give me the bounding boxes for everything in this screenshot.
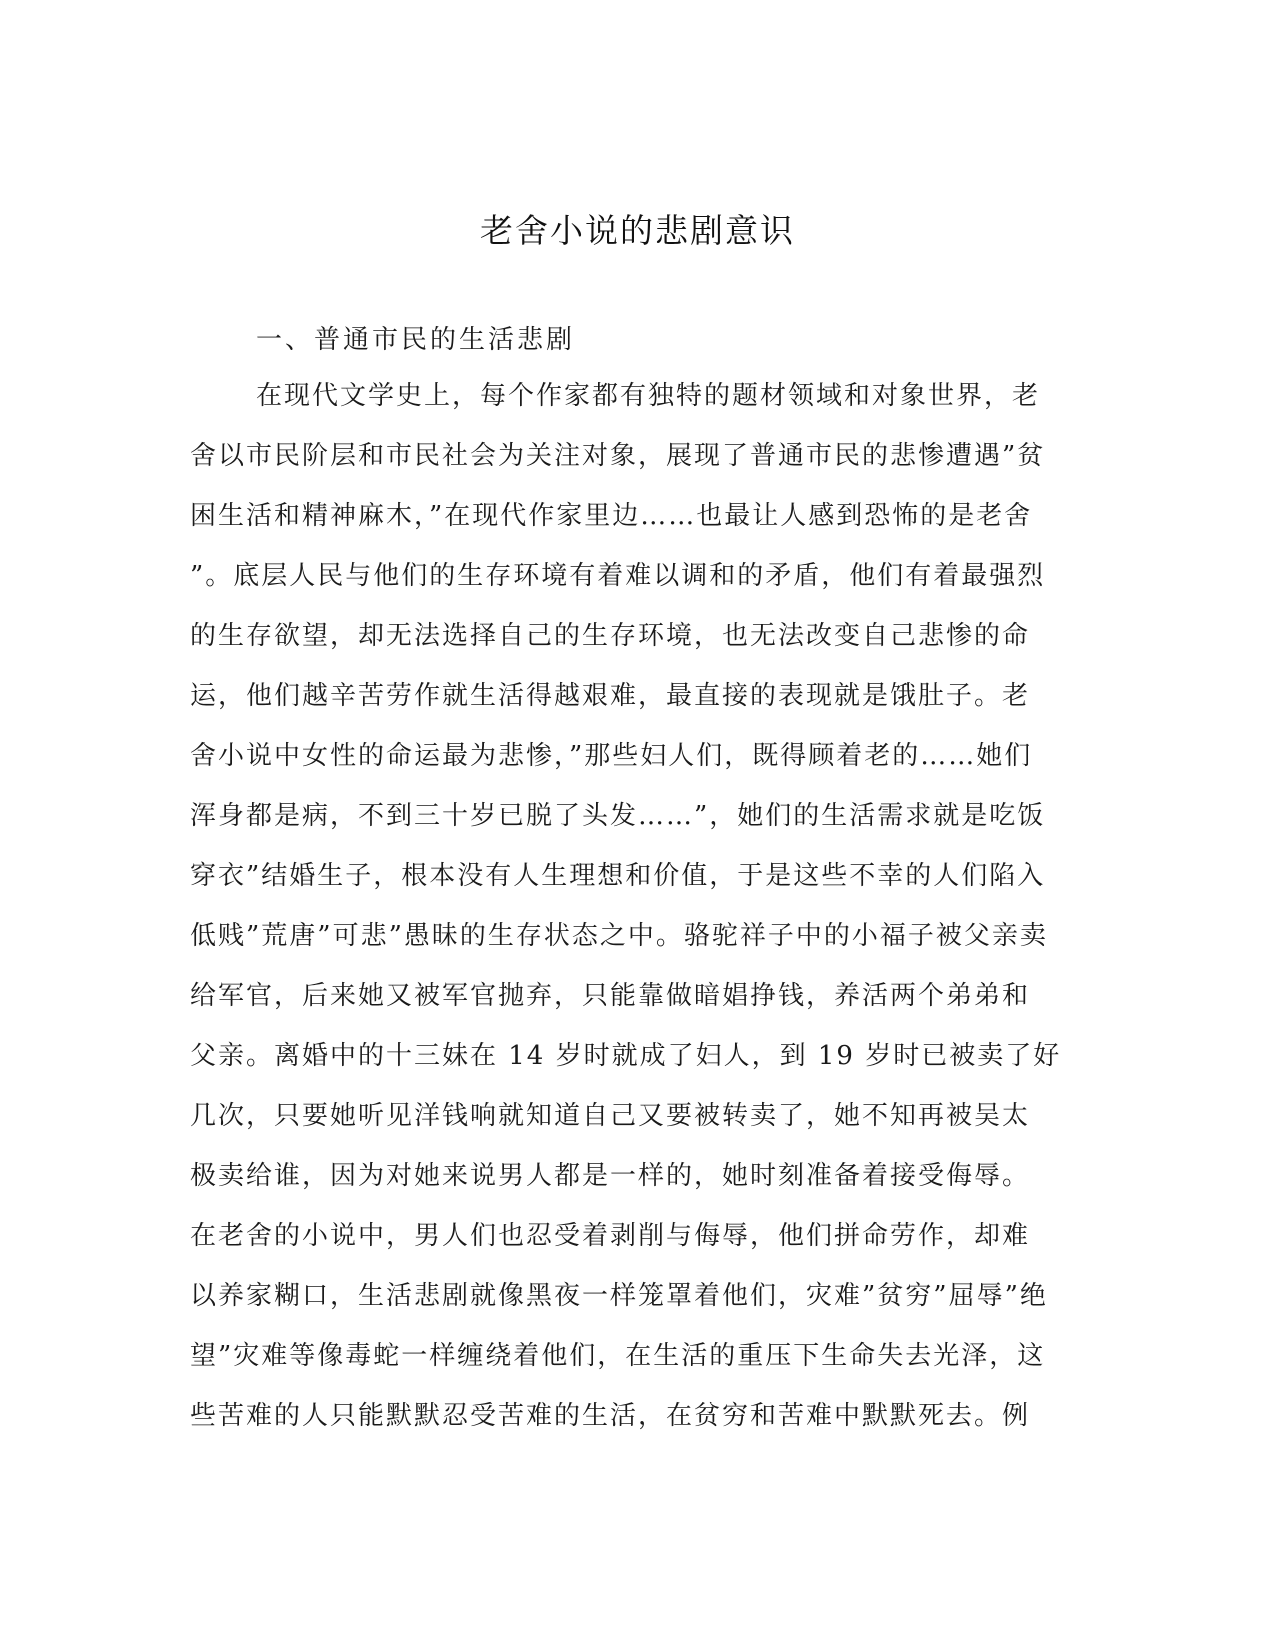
paragraph-line: 几次，只要她听见洋钱响就知道自己又要被转卖了，她不知再被吴太 <box>190 1101 1031 1131</box>
paragraph-line: 舍小说中女性的命运最为悲惨，”那些妇人们，既得顾着老的……她们 <box>190 741 1033 771</box>
paragraph-line: ”。底层人民与他们的生存环境有着难以调和的矛盾，他们有着最强烈 <box>190 561 1046 591</box>
paragraph-line: 舍以市民阶层和市民社会为关注对象，展现了普通市民的悲惨遭遇”贫 <box>190 441 1046 471</box>
section-heading: 一、普通市民的生活悲剧 <box>256 325 576 355</box>
paragraph-line: 的生存欲望，却无法选择自己的生存环境，也无法改变自己悲惨的命 <box>190 621 1031 651</box>
paragraph-line: 困生活和精神麻木，”在现代作家里边……也最让人感到恐怖的是老舍 <box>190 501 1033 531</box>
paragraph-line: 运，他们越辛苦劳作就生活得越艰难，最直接的表现就是饿肚子。老 <box>190 681 1031 711</box>
paragraph-line: 低贱”荒唐”可悲”愚昧的生存状态之中。骆驼祥子中的小福子被父亲卖 <box>190 921 1048 951</box>
body-paragraph <box>190 378 1070 1458</box>
paragraph-line: 望”灾难等像毒蛇一样缠绕着他们，在生活的重压下生命失去光泽，这 <box>190 1341 1046 1371</box>
paragraph-line: 极卖给谁，因为对她来说男人都是一样的，她时刻准备着接受侮辱。 <box>190 1161 1031 1191</box>
paragraph-line: 在现代文学史上，每个作家都有独特的题材领域和对象世界，老 <box>256 381 1041 411</box>
paragraph-line: 在老舍的小说中，男人们也忍受着剥削与侮辱，他们拼命劳作，却难 <box>190 1221 1031 1251</box>
paragraph-line: 穿衣”结婚生子，根本没有人生理想和价值，于是这些不幸的人们陷入 <box>190 861 1046 891</box>
document-title: 老舍小说的悲剧意识 <box>480 211 795 250</box>
paragraph-line: 些苦难的人只能默默忍受苦难的生活，在贫穷和苦难中默默死去。例 <box>190 1401 1031 1431</box>
paragraph-line: 给军官，后来她又被军官抛弃，只能靠做暗娼挣钱，养活两个弟弟和 <box>190 981 1031 1011</box>
paragraph-line: 以养家糊口，生活悲剧就像黑夜一样笼罩着他们，灾难”贫穷”屈辱”绝 <box>190 1281 1048 1311</box>
paragraph-line: 浑身都是病，不到三十岁已脱了头发……”，她们的生活需求就是吃饭 <box>190 801 1046 831</box>
paragraph-line: 父亲。离婚中的十三妹在 14 岁时就成了妇人，到 19 岁时已被卖了好 <box>190 1041 1062 1071</box>
